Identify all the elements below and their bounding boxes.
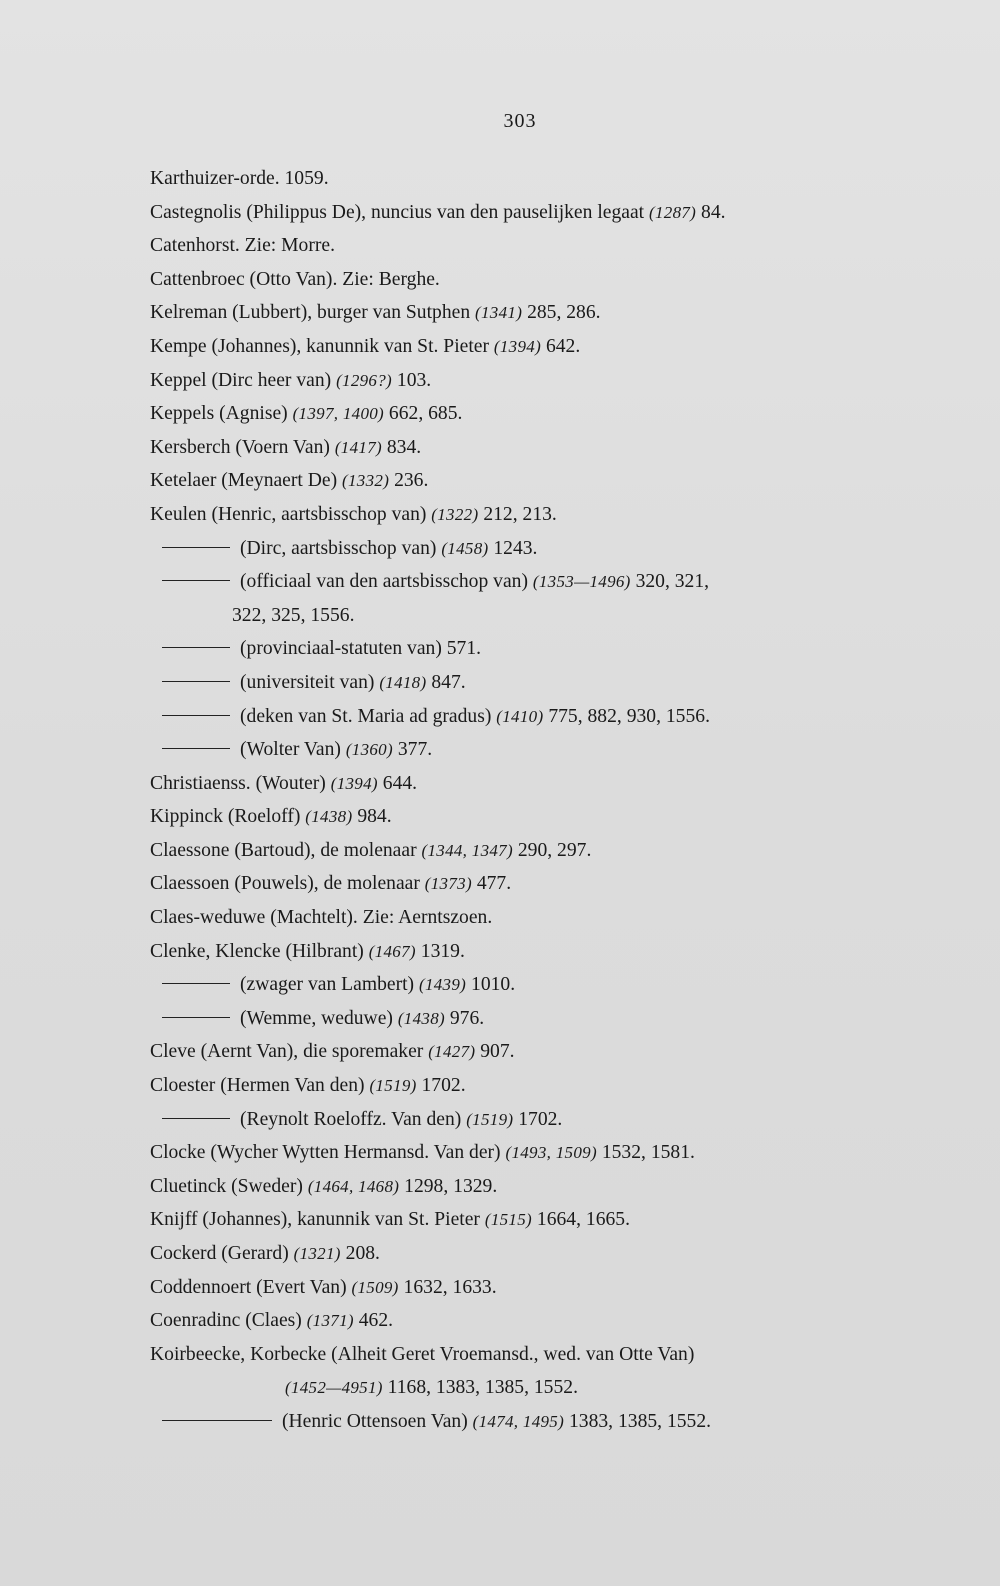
entry-years: (1410) — [496, 706, 544, 726]
entry-name: Cloester (Hermen Van den) — [150, 1075, 365, 1097]
entry-years: (1287) — [649, 202, 697, 222]
index-entry — [150, 1237, 880, 1271]
entry-name: Catenhorst. Zie: Morre. — [150, 235, 336, 257]
entry-refs: 1632, 1633. — [403, 1276, 497, 1298]
entry-refs: 103. — [396, 369, 432, 391]
index-entry — [150, 1170, 880, 1204]
entry-name: Cockerd (Gerard) — [150, 1243, 289, 1264]
entry-refs: 1383, 1385, 1552. — [568, 1410, 712, 1432]
index-entry — [150, 1035, 880, 1069]
entry-refs: 834. — [386, 436, 422, 458]
entry-years: (1438) — [305, 807, 353, 827]
entry-refs: 1243. — [493, 537, 538, 559]
entry-refs: 984. — [357, 806, 392, 828]
entry-refs: 907. — [480, 1041, 515, 1063]
index-entry — [150, 263, 880, 297]
entry-years: (1474, 1495) — [472, 1411, 565, 1431]
entry-refs: 84. — [701, 201, 726, 223]
entry-refs: 775, 882, 930, 1556. — [548, 705, 710, 727]
index-entry-continuation — [150, 599, 880, 633]
index-entry — [150, 834, 880, 868]
ditto-dash — [162, 983, 230, 984]
entry-years: (1322) — [431, 504, 479, 524]
ditto-dash — [162, 647, 230, 648]
entry-years: (1493, 1509) — [505, 1143, 597, 1163]
entry-name: (Wemme, weduwe) — [240, 1007, 393, 1029]
entry-refs: 377. — [397, 739, 433, 761]
entry-years: (1296?) — [336, 370, 392, 390]
ditto-dash — [162, 748, 230, 749]
index-entry — [150, 196, 880, 230]
index-entry — [150, 464, 880, 498]
entry-years: (1418) — [379, 672, 427, 692]
entry-refs: 847. — [431, 671, 466, 693]
entry-name: Koirbeecke, Korbecke (Alheit Geret Vroemansd., wed. van Otte Van) — [150, 1343, 695, 1365]
entry-name: Clenke, Klencke (Hilbrant) — [150, 940, 364, 962]
index-entry — [150, 1271, 880, 1305]
entry-name: Claessoen (Pouwels), de molenaar — [150, 873, 420, 895]
entry-years: (1321) — [293, 1244, 341, 1263]
entry-refs: 290, 297. — [517, 839, 592, 861]
entry-name: Keulen (Henric, aartsbisschop van) — [150, 503, 427, 525]
page-number: 303 — [503, 110, 537, 132]
index-entry — [150, 867, 880, 901]
ditto-dash — [162, 1118, 230, 1119]
entry-years: (1439) — [418, 975, 467, 995]
entry-years: (1417) — [334, 437, 382, 457]
entry-name: Claes-weduwe (Machtelt). Zie: Aerntszoen. — [150, 907, 493, 929]
entry-refs: 1298, 1329. — [404, 1175, 498, 1197]
entry-years: (1332) — [342, 471, 390, 491]
entry-years: (1360) — [345, 740, 393, 760]
entry-name: Claessone (Bartoud), de molenaar — [150, 839, 417, 861]
entry-name: (officiaal van den aartsbisschop van) — [240, 571, 528, 593]
entry-name: Clocke (Wycher Wytten Hermansd. Van der) — [150, 1142, 501, 1164]
ditto-dash — [162, 547, 230, 548]
entry-refs: 642. — [545, 335, 581, 357]
index-entry — [150, 935, 880, 969]
index-entry — [150, 1203, 880, 1237]
entry-name: (Wolter Van) — [240, 739, 341, 761]
entry-name: Keppel (Dirc heer van) — [150, 369, 332, 391]
index-entry — [150, 1103, 880, 1137]
entry-name: Kersberch (Voern Van) — [150, 436, 330, 458]
index-entry — [150, 397, 880, 431]
index-entry — [150, 565, 880, 599]
entry-name: Ketelaer (Meynaert De) — [150, 470, 338, 492]
entry-refs: 1010. — [471, 974, 516, 996]
entry-years: (1341) — [475, 303, 523, 323]
entry-name: Cattenbroec (Otto Van). Zie: Berghe. — [150, 268, 440, 290]
entry-years: (1458) — [441, 538, 489, 558]
entry-name: Coenradinc (Claes) — [150, 1310, 302, 1332]
entry-years: (1394) — [493, 336, 542, 356]
entry-years: (1464, 1468) — [307, 1176, 400, 1196]
entry-name: Knijff (Johannes), kanunnik van St. Pieter — [150, 1209, 480, 1231]
entry-years: (1397, 1400) — [292, 404, 385, 424]
entry-refs: 976. — [449, 1007, 485, 1029]
entry-years: (1438) — [397, 1008, 445, 1028]
entry-years: (1515) — [484, 1210, 532, 1230]
index-entry — [150, 1136, 880, 1170]
entry-years: (1452—4951) — [285, 1378, 383, 1398]
entry-name: (zwager van Lambert) — [240, 974, 415, 996]
entry-name: Coddennoert (Evert Van) — [150, 1276, 347, 1298]
entry-name: (provinciaal-statuten van) 571. — [240, 638, 482, 660]
entry-refs: 322, 325, 1556. — [232, 604, 355, 626]
entry-refs: 1702. — [518, 1108, 563, 1130]
index-entry — [150, 666, 880, 700]
index-entry — [150, 1069, 880, 1103]
entry-years: (1394) — [330, 773, 378, 793]
entry-refs: 1319. — [420, 940, 465, 962]
index-entry — [150, 431, 880, 465]
index-entry — [150, 162, 880, 196]
ditto-dash — [162, 580, 230, 581]
entry-refs: 212, 213. — [483, 503, 557, 525]
entry-name: Cleve (Aernt Van), die sporemaker — [150, 1041, 424, 1063]
entry-refs: 236. — [394, 470, 429, 492]
entry-name: Cluetinck (Sweder) — [150, 1175, 303, 1197]
index-entry — [150, 330, 880, 364]
entry-refs: 462. — [358, 1310, 394, 1332]
index-entry — [150, 532, 880, 566]
entry-years: (1373) — [424, 874, 472, 894]
index-entries — [150, 162, 880, 1439]
ditto-dash — [162, 1017, 230, 1018]
entry-refs: 1702. — [421, 1075, 466, 1097]
entry-refs: 320, 321, — [635, 571, 710, 593]
index-entry — [150, 296, 880, 330]
entry-refs: 285, 286. — [527, 302, 601, 324]
entry-name: Kelreman (Lubbert), burger van Sutphen — [150, 302, 471, 324]
entry-refs: 1168, 1383, 1385, 1552. — [387, 1377, 578, 1399]
index-entry — [150, 1338, 880, 1372]
entry-name: Kempe (Johannes), kanunnik van St. Pieter — [150, 335, 490, 357]
index-entry — [150, 1304, 880, 1338]
entry-years: (1509) — [351, 1277, 399, 1297]
entry-name: (Henric Ottensoen Van) — [282, 1410, 468, 1432]
index-entry — [150, 800, 880, 834]
index-entry — [150, 968, 880, 1002]
index-entry — [150, 498, 880, 532]
entry-name: Castegnolis (Philippus De), nuncius van den pauselijken legaat — [150, 201, 645, 223]
entry-years: (1344, 1347) — [421, 840, 513, 860]
index-entry — [150, 901, 880, 935]
index-entry — [150, 1002, 880, 1036]
ditto-dash — [162, 715, 230, 716]
index-entry — [150, 364, 880, 398]
entry-name: (universiteit van) — [240, 671, 375, 693]
entry-refs: 1532, 1581. — [601, 1142, 695, 1164]
index-entry — [150, 1405, 880, 1439]
index-entry-continuation — [150, 1371, 880, 1405]
entry-name: Christiaenss. (Wouter) — [150, 772, 326, 794]
entry-refs: 1664, 1665. — [536, 1209, 630, 1231]
entry-years: (1519) — [466, 1109, 514, 1129]
entry-years: (1371) — [306, 1311, 354, 1331]
entry-refs: 644. — [382, 772, 418, 794]
index-entry — [150, 632, 880, 666]
entry-years: (1467) — [368, 941, 416, 961]
index-entry — [150, 700, 880, 734]
entry-name: Keppels (Agnise) — [150, 403, 288, 425]
entry-name: (Reynolt Roeloffz. Van den) — [240, 1108, 462, 1130]
entry-name: (deken van St. Maria ad gradus) — [240, 705, 492, 727]
ditto-dash — [162, 681, 230, 682]
index-entry — [150, 767, 880, 801]
ditto-dash — [162, 1420, 272, 1421]
entry-refs: 662, 685. — [388, 403, 463, 425]
entry-name: Karthuizer-orde. 1059. — [150, 168, 329, 189]
entry-name: (Dirc, aartsbisschop van) — [240, 537, 437, 559]
entry-years: (1519) — [369, 1076, 417, 1096]
index-entry — [150, 229, 880, 263]
entry-refs: 208. — [345, 1243, 380, 1264]
index-entry — [150, 733, 880, 767]
entry-years: (1427) — [428, 1042, 476, 1062]
entry-refs: 477. — [476, 873, 512, 895]
entry-years: (1353—1496) — [532, 572, 631, 592]
entry-name: Kippinck (Roeloff) — [150, 806, 301, 828]
